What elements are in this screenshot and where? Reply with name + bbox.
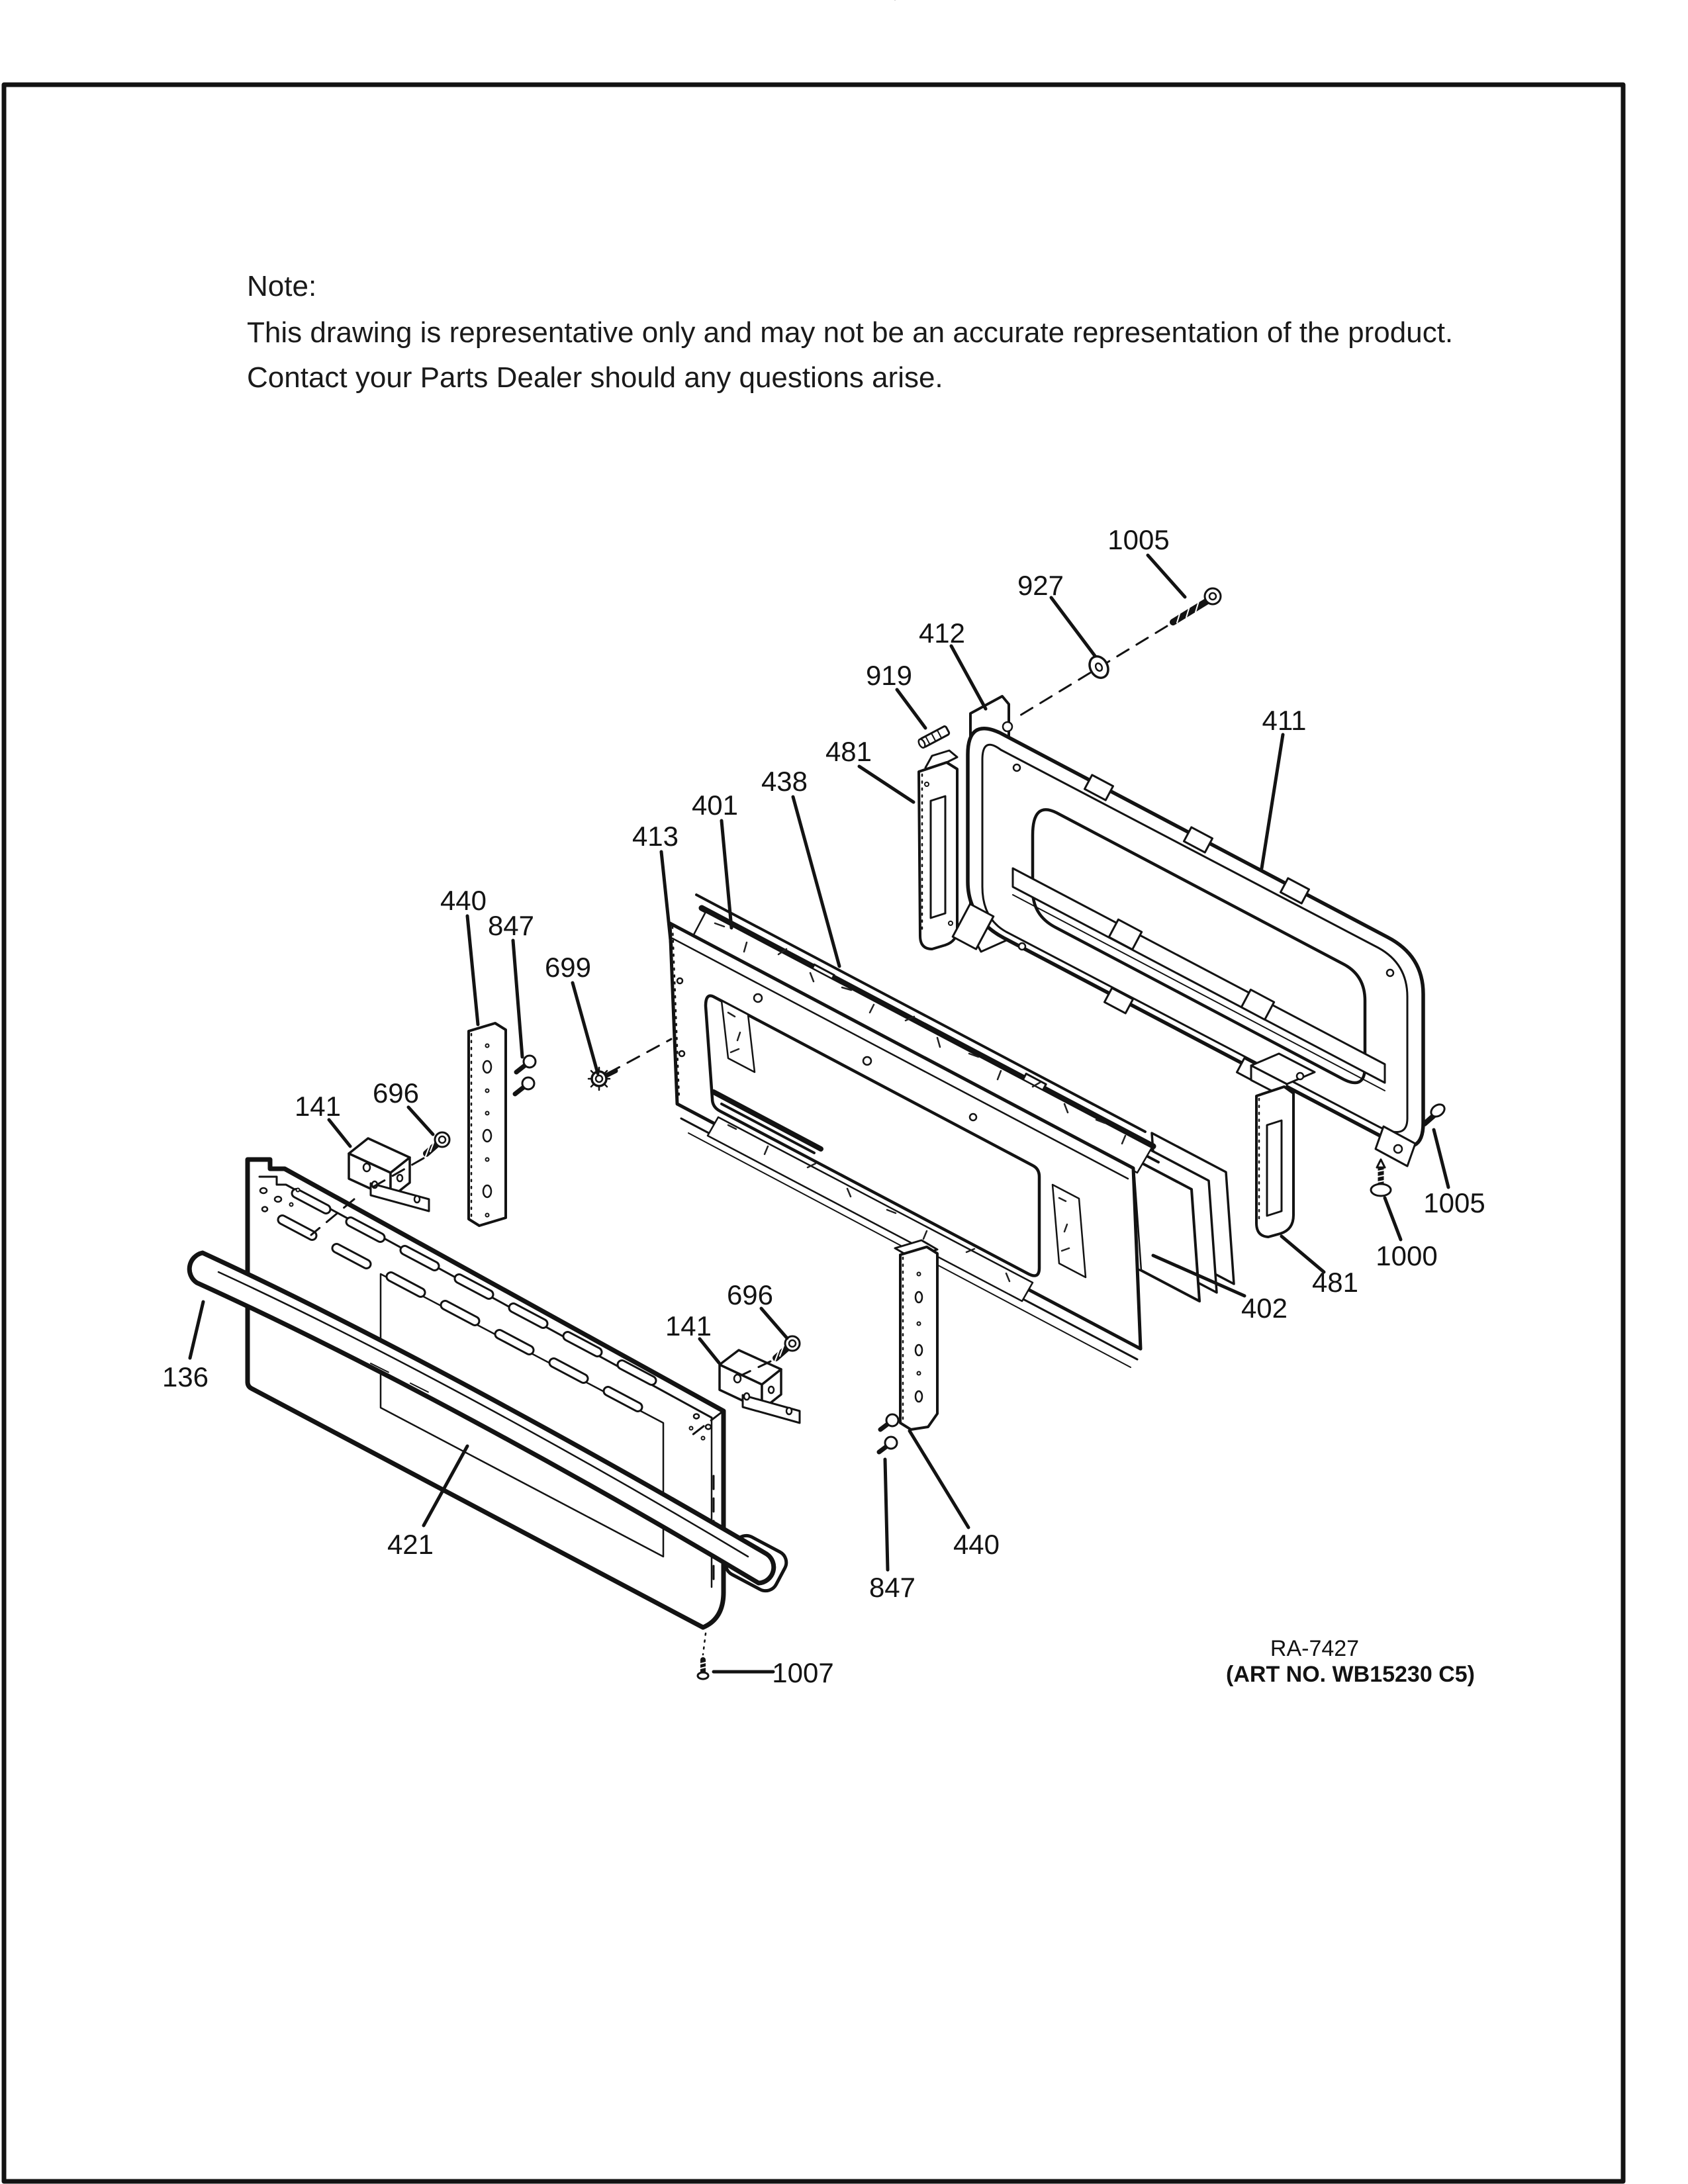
screw-1007 — [698, 1633, 708, 1679]
leader-1005-top — [1148, 555, 1185, 597]
callout-1007: 1007 — [772, 1657, 834, 1688]
callout-847-left: 847 — [487, 910, 535, 941]
note-line-1: This drawing is representative only and may not be an accurate representation of the product. — [247, 316, 1454, 349]
assembly-axis-699 — [608, 1039, 671, 1073]
callout-1005-top: 1005 — [1107, 524, 1170, 555]
leader-847-left — [513, 940, 522, 1057]
callout-481-upper: 481 — [825, 736, 872, 767]
leader-1005-right — [1434, 1130, 1448, 1187]
screw-1000 — [1371, 1160, 1391, 1196]
art-number: (ART NO. WB15230 C5) — [1226, 1662, 1475, 1687]
leader-136 — [190, 1302, 203, 1358]
rivet-1005-right — [1425, 1102, 1447, 1124]
leader-440-left — [467, 916, 478, 1024]
note-title: Note: — [247, 270, 317, 302]
callout-1000: 1000 — [1376, 1240, 1438, 1271]
callout-402: 402 — [1241, 1293, 1288, 1324]
note-block — [247, 270, 1453, 394]
screw-696-mid — [775, 1336, 800, 1361]
rail-440-bottom — [895, 1240, 937, 1430]
pin-919 — [917, 725, 950, 749]
support-481-upper — [919, 751, 957, 949]
leader-481-upper — [859, 766, 914, 802]
leader-696-mid — [761, 1308, 787, 1338]
leader-141-left — [329, 1120, 350, 1146]
callout-1005-right: 1005 — [1423, 1187, 1485, 1218]
washer-927 — [1086, 653, 1112, 681]
callout-438: 438 — [761, 766, 808, 797]
callout-413: 413 — [632, 821, 679, 852]
leader-696-left — [408, 1107, 433, 1134]
leader-438 — [793, 797, 839, 966]
leader-1000 — [1385, 1198, 1401, 1240]
callout-696-mid: 696 — [726, 1279, 774, 1310]
callout-136: 136 — [162, 1361, 209, 1392]
screws-847-bottom — [879, 1414, 898, 1452]
leader-440-bottom — [910, 1431, 968, 1527]
callout-440-left: 440 — [440, 885, 487, 916]
leader-412 — [951, 646, 986, 709]
leader-919 — [897, 690, 925, 728]
callout-481-right: 481 — [1311, 1267, 1359, 1298]
screws-847-left — [515, 1056, 536, 1094]
callout-401: 401 — [691, 790, 739, 821]
leader-141-mid — [700, 1339, 719, 1363]
callout-411: 411 — [1262, 705, 1307, 736]
leader-699 — [573, 983, 598, 1073]
callout-696-left: 696 — [372, 1077, 420, 1109]
callout-919: 919 — [865, 660, 913, 691]
callout-141-mid: 141 — [665, 1310, 712, 1342]
bracket-141-mid — [720, 1350, 800, 1423]
callout-699: 699 — [544, 952, 592, 983]
leader-847-bottom — [885, 1459, 888, 1570]
callout-927: 927 — [1017, 570, 1064, 601]
note-line-2: Contact your Parts Dealer should any questions arise. — [247, 361, 943, 394]
leader-927 — [1051, 598, 1095, 656]
callout-412: 412 — [918, 617, 966, 649]
callout-141-left: 141 — [294, 1091, 342, 1122]
leader-413 — [661, 852, 671, 946]
drawing-number: RA-7427 — [1270, 1636, 1360, 1661]
callout-847-bottom: 847 — [868, 1572, 916, 1603]
footer-block — [1226, 1636, 1475, 1687]
callout-440-bottom: 440 — [953, 1529, 1000, 1560]
bracket-141-left — [349, 1138, 429, 1211]
leader-411 — [1262, 735, 1283, 868]
callout-421: 421 — [387, 1529, 434, 1560]
screw-696-left — [426, 1132, 449, 1156]
